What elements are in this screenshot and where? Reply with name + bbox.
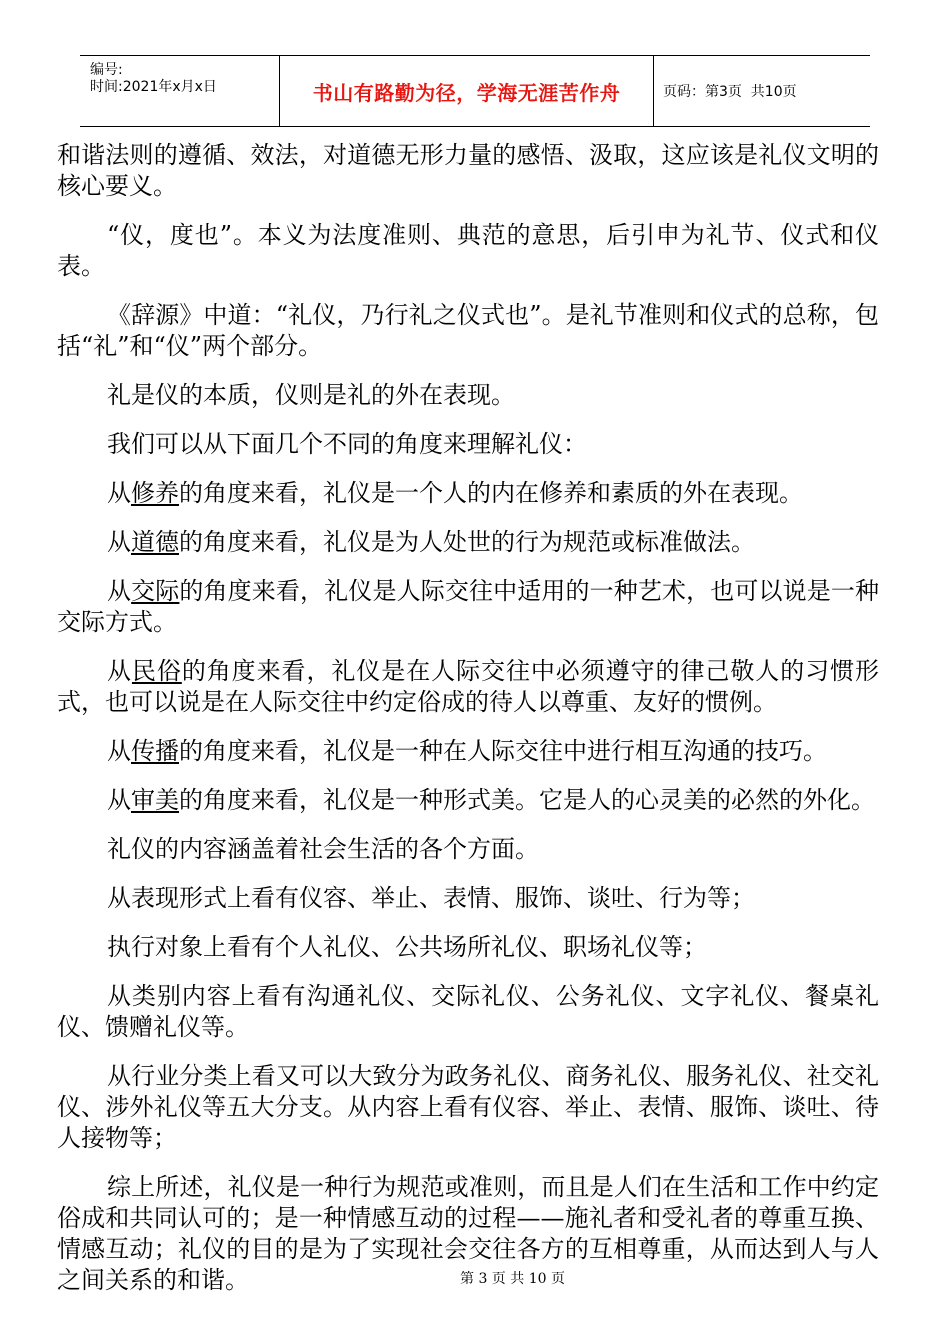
paragraph-prefix: 从: [107, 657, 132, 685]
paragraph: 综上所述，礼仪是一种行为规范或准则，而且是人们在生活和工作中约定俗成和共同认可的；是一种情感互动的过程——施礼者和受礼者的尊重互换、情感互动；礼仪的目的是为了实现社会交往各方的互相尊重，从而达到人与人之间关系的和谐。: [57, 1173, 879, 1294]
paragraph-prefix: 从: [107, 479, 131, 507]
paragraph: 从表现形式上看有仪容、举止、表情、服饰、谈吐、行为等；: [107, 884, 755, 912]
perspective-term: 传播: [131, 737, 179, 765]
paragraph-prefix: 从: [107, 528, 131, 556]
header-page-info: 页码：第3页 共10页: [663, 84, 797, 100]
perspective-paragraph: [57, 478, 879, 509]
paragraph: “仪，度也”。本义为法度准则、典范的意思，后引申为礼节、仪式和仪表。: [57, 221, 879, 280]
page-footer: 第 3 页 共 10 页: [460, 1271, 565, 1287]
perspective-paragraph: [57, 736, 879, 767]
paragraph: 《辞源》中道：“礼仪，乃行礼之仪式也”。是礼节准则和仪式的总称，包括“礼”和“仪”两个部分。: [57, 301, 879, 360]
paragraph: 礼仪的内容涵盖着社会生活的各个方面。: [107, 835, 539, 863]
header-motto: 书山有路勤为径，学海无涯苦作舟: [280, 56, 654, 126]
document-body: [57, 140, 879, 1314]
paragraph-text: 的角度来看，礼仪是一种在人际交往中进行相互沟通的技巧。: [179, 737, 827, 765]
paragraph-text: 的角度来看，礼仪是人际交往中适用的一种艺术，也可以说是一种交际方式。: [57, 577, 880, 636]
perspective-term: 民俗: [131, 657, 182, 685]
perspective-term: 交际: [131, 577, 180, 605]
document-number-label: 编号:: [90, 62, 123, 78]
paragraph: 从类别内容上看有沟通礼仪、交际礼仪、公务礼仪、文字礼仪、餐桌礼仪、馈赠礼仪等。: [57, 982, 879, 1041]
perspective-term: 修养: [131, 479, 179, 507]
paragraph-prefix: 从: [107, 577, 132, 605]
paragraph: 我们可以从下面几个不同的角度来理解礼仪：: [107, 430, 587, 458]
paragraph-text: 的角度来看，礼仪是一种形式美。它是人的心灵美的必然的外化。: [179, 786, 875, 814]
document-time-label: 时间:2021年x月x日: [90, 79, 217, 95]
perspective-paragraph: [57, 785, 879, 816]
paragraph: 和谐法则的遵循、效法，对道德无形力量的感悟、汲取，这应该是礼仪文明的核心要义。: [57, 141, 879, 200]
paragraph-text: 的角度来看，礼仪是为人处世的行为规范或标准做法。: [179, 528, 755, 556]
perspective-term: 审美: [131, 786, 179, 814]
page-header: [80, 55, 870, 127]
paragraph-text: 的角度来看，礼仪是在人际交往中必须遵守的律己敬人的习惯形式，也可以说是在人际交往中约定俗成的待人以尊重、友好的惯例。: [57, 657, 880, 716]
paragraph-prefix: 从: [107, 737, 131, 765]
perspective-paragraph: [57, 527, 879, 558]
paragraph-prefix: 从: [107, 786, 131, 814]
paragraph: 礼是仪的本质，仪则是礼的外在表现。: [107, 381, 515, 409]
perspective-term: 道德: [131, 528, 179, 556]
perspective-paragraph: [57, 576, 879, 638]
perspective-paragraph: [57, 656, 879, 718]
paragraph: 执行对象上看有个人礼仪、公共场所礼仪、职场礼仪等；: [107, 933, 707, 961]
paragraph-text: 的角度来看，礼仪是一个人的内在修养和素质的外在表现。: [179, 479, 803, 507]
paragraph: 从行业分类上看又可以大致分为政务礼仪、商务礼仪、服务礼仪、社交礼仪、涉外礼仪等五大分支。从内容上看有仪容、举止、表情、服饰、谈吐、待人接物等；: [57, 1062, 879, 1152]
header-meta: [80, 56, 280, 126]
